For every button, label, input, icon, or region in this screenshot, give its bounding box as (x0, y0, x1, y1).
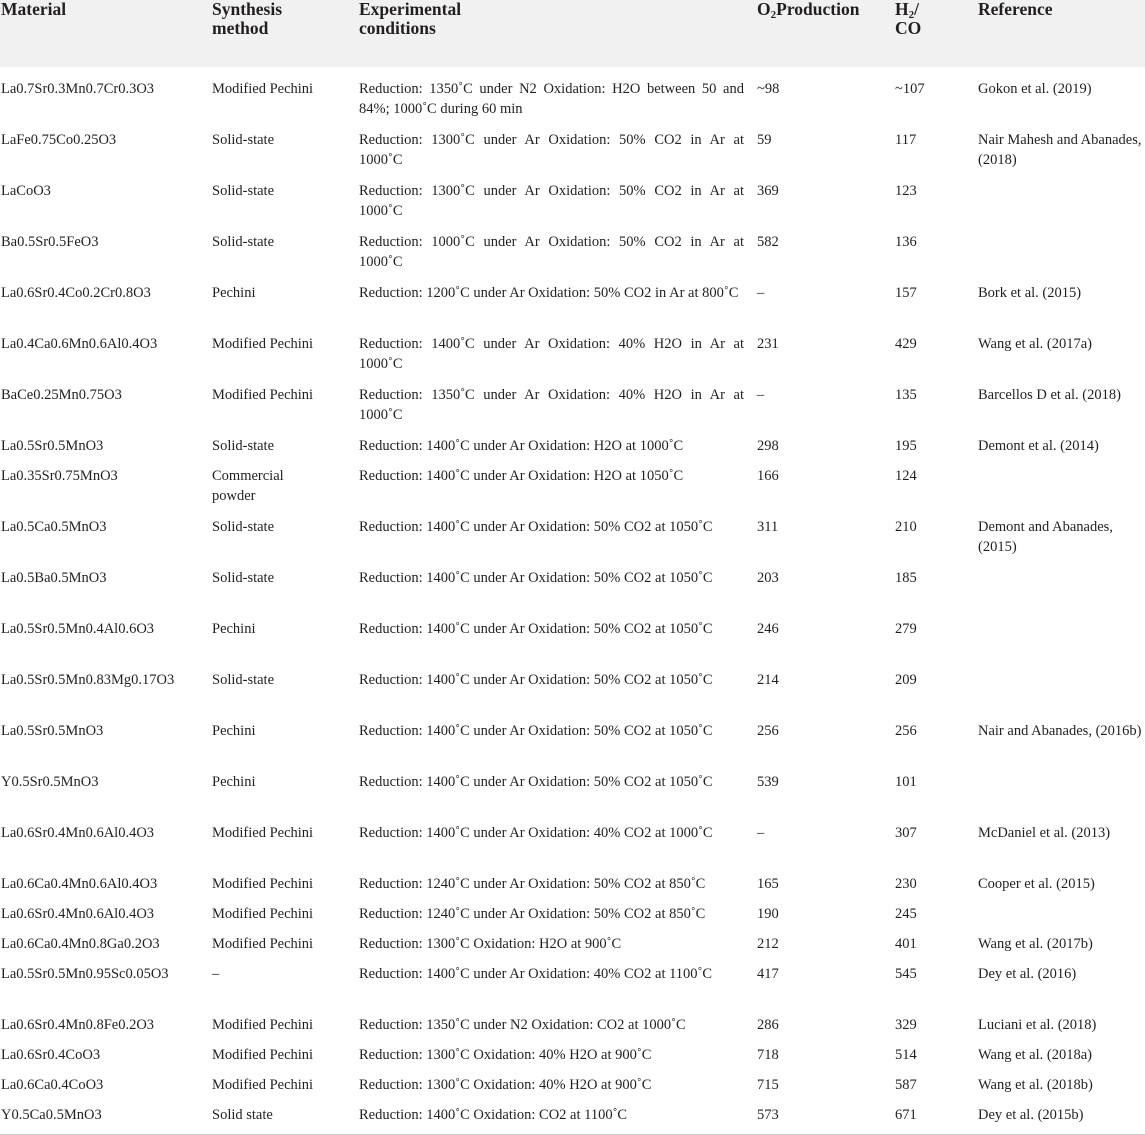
cell-material: La0.4Ca0.6Mn0.6Al0.4O3 (1, 336, 158, 352)
header-o2-production (756, 0, 894, 67)
cell-o2-production: 718 (757, 1047, 779, 1063)
cell-conditions: Reduction: 1300˚C Oxidation: 40% H2O at 900˚C (359, 1077, 652, 1093)
table-header (0, 0, 1145, 67)
cell-o2-production: 369 (757, 183, 779, 199)
cell-o2-production: – (757, 387, 765, 403)
cell-reference: Demont and Abanades, (2015) (978, 519, 1113, 555)
cell-material: La0.5Sr0.5Mn0.4Al0.6O3 (1, 621, 155, 637)
cell-o2-production: 298 (757, 438, 779, 454)
cell-conditions: Reduction: 1400˚C under Ar Oxidation: 50% CO2 at 1050˚C (359, 774, 713, 790)
cell-h2-co: 429 (895, 336, 917, 352)
cell-conditions: Reduction: 1400˚C Oxidation: CO2 at 1100˚C (359, 1107, 628, 1123)
cell-h2-co: 245 (895, 906, 917, 922)
cell-o2-production: 231 (757, 336, 779, 352)
table-row (0, 179, 1145, 230)
cell-o2-production: 311 (757, 519, 779, 535)
header-h2-suffix: / (914, 0, 919, 19)
cell-h2-co: 123 (895, 183, 917, 199)
table-row (0, 668, 1145, 719)
cell-synthesis: Modified Pechini (212, 825, 314, 841)
cell-o2-production: 203 (757, 570, 779, 586)
cell-o2-production: 59 (757, 132, 772, 148)
header-o2-prefix: O (757, 0, 771, 19)
table-row (0, 962, 1145, 1013)
cell-conditions: Reduction: 1350˚C under Ar Oxidation: 40% H2O in Ar at 1000˚C (359, 387, 744, 423)
table-body (0, 67, 1145, 1134)
cell-o2-production: 246 (757, 621, 779, 637)
cell-o2-production: – (757, 285, 765, 301)
table-row (0, 1013, 1145, 1043)
cell-synthesis: Solid-state (212, 234, 275, 250)
cell-h2-co: 135 (895, 387, 917, 403)
cell-material: La0.35Sr0.75MnO3 (1, 468, 118, 484)
cell-reference (977, 179, 1145, 230)
table-row (0, 770, 1145, 821)
cell-o2-production: 573 (757, 1107, 779, 1123)
cell-synthesis: Modified Pechini (212, 1077, 314, 1093)
cell-conditions: Reduction: 1400˚C under Ar Oxidation: 50% CO2 at 1050˚C (359, 570, 713, 586)
cell-h2-co: ~107 (895, 81, 925, 97)
cell-synthesis: Solid-state (212, 570, 275, 586)
cell-conditions: Reduction: 1200˚C under Ar Oxidation: 50% CO2 in Ar at 800˚C (359, 285, 739, 301)
cell-h2-co: 671 (895, 1107, 917, 1123)
cell-synthesis: Pechini (212, 285, 256, 301)
cell-material: La0.5Ba0.5MnO3 (1, 570, 107, 586)
cell-o2-production: 214 (757, 672, 779, 688)
cell-synthesis: Solid state (212, 1107, 273, 1123)
cell-h2-co: 124 (895, 468, 917, 484)
table-row (0, 932, 1145, 962)
cell-o2-production: 286 (757, 1017, 779, 1033)
cell-conditions: Reduction: 1350˚C under N2 Oxidation: H2O between 50 and 84%; 1000˚C during 60 min (359, 81, 744, 117)
header-reference: Reference (978, 0, 1053, 19)
cell-synthesis: Pechini (212, 774, 256, 790)
header-conditions-label: Experimental conditions (359, 0, 462, 38)
header-o2-suffix: Production (776, 0, 860, 19)
cell-synthesis: Solid-state (212, 672, 275, 688)
header-h2-co (894, 0, 977, 67)
cell-reference: Luciani et al. (2018) (978, 1017, 1097, 1033)
table-row (0, 281, 1145, 332)
cell-h2-co: 307 (895, 825, 917, 841)
table-row (0, 821, 1145, 872)
cell-material: La0.6Sr0.4Mn0.6Al0.4O3 (1, 825, 155, 841)
cell-material: La0.5Sr0.5MnO3 (1, 438, 104, 454)
cell-material: Y0.5Ca0.5MnO3 (1, 1107, 102, 1123)
cell-reference (977, 230, 1145, 281)
cell-h2-co: 514 (895, 1047, 917, 1063)
cell-h2-co: 195 (895, 438, 917, 454)
cell-h2-co: 401 (895, 936, 917, 952)
cell-synthesis: Commercial powder (212, 468, 284, 504)
table-row (0, 332, 1145, 383)
cell-material: Y0.5Sr0.5MnO3 (1, 774, 99, 790)
cell-h2-co: 136 (895, 234, 917, 250)
cell-material: La0.6Ca0.4Mn0.6Al0.4O3 (1, 876, 158, 892)
cell-material: La0.6Sr0.4CoO3 (1, 1047, 101, 1063)
cell-reference (977, 464, 1145, 515)
cell-synthesis: – (212, 966, 220, 982)
cell-material: La0.6Sr0.4Mn0.6Al0.4O3 (1, 906, 155, 922)
cell-synthesis: Solid-state (212, 519, 275, 535)
cell-synthesis: Solid-state (212, 183, 275, 199)
cell-material: LaCoO3 (1, 183, 51, 199)
cell-material: La0.6Ca0.4CoO3 (1, 1077, 104, 1093)
cell-h2-co: 256 (895, 723, 917, 739)
cell-reference: Wang et al. (2018b) (978, 1077, 1093, 1093)
cell-material: La0.5Ca0.5MnO3 (1, 519, 107, 535)
header-synthesis (211, 0, 358, 67)
cell-synthesis: Modified Pechini (212, 336, 314, 352)
cell-reference: Wang et al. (2017b) (978, 936, 1093, 952)
cell-conditions: Reduction: 1240˚C under Ar Oxidation: 50% CO2 at 850˚C (359, 906, 706, 922)
cell-o2-production: – (757, 825, 765, 841)
cell-reference: Cooper et al. (2015) (978, 876, 1095, 892)
cell-reference: Dey et al. (2015b) (978, 1107, 1084, 1123)
cell-h2-co: 329 (895, 1017, 917, 1033)
cell-h2-co: 157 (895, 285, 917, 301)
header-h2-line2: CO (895, 18, 922, 38)
table-row (0, 872, 1145, 902)
cell-synthesis: Modified Pechini (212, 876, 314, 892)
cell-h2-co: 545 (895, 966, 917, 982)
cell-o2-production: ~98 (757, 81, 780, 97)
cell-conditions: Reduction: 1400˚C under Ar Oxidation: 40% H2O in Ar at 1000˚C (359, 336, 744, 372)
table-row (0, 67, 1145, 128)
cell-conditions: Reduction: 1300˚C under Ar Oxidation: 50% CO2 in Ar at 1000˚C (359, 183, 744, 219)
cell-conditions: Reduction: 1300˚C under Ar Oxidation: 50% CO2 in Ar at 1000˚C (359, 132, 744, 168)
cell-reference: Demont et al. (2014) (978, 438, 1099, 454)
cell-h2-co: 279 (895, 621, 917, 637)
table-row (0, 464, 1145, 515)
cell-synthesis: Modified Pechini (212, 387, 314, 403)
cell-synthesis: Modified Pechini (212, 936, 314, 952)
cell-synthesis: Solid-state (212, 438, 275, 454)
header-row (0, 0, 1145, 67)
cell-conditions: Reduction: 1300˚C Oxidation: H2O at 900˚C (359, 936, 622, 952)
table-row (0, 128, 1145, 179)
cell-synthesis: Pechini (212, 621, 256, 637)
cell-reference: Gokon et al. (2019) (978, 81, 1092, 97)
cell-h2-co: 117 (895, 132, 917, 148)
cell-h2-co: 210 (895, 519, 917, 535)
cell-material: LaFe0.75Co0.25O3 (1, 132, 117, 148)
cell-synthesis: Modified Pechini (212, 906, 314, 922)
cell-synthesis: Solid-state (212, 132, 275, 148)
header-conditions (358, 0, 756, 67)
cell-conditions: Reduction: 1240˚C under Ar Oxidation: 50% CO2 at 850˚C (359, 876, 706, 892)
table-row (0, 719, 1145, 770)
cell-material: La0.5Sr0.5MnO3 (1, 723, 104, 739)
cell-material: La0.6Ca0.4Mn0.8Ga0.2O3 (1, 936, 160, 952)
cell-reference (977, 617, 1145, 668)
cell-h2-co: 101 (895, 774, 917, 790)
cell-reference: Wang et al. (2017a) (978, 336, 1092, 352)
cell-material: Ba0.5Sr0.5FeO3 (1, 234, 99, 250)
cell-reference (977, 566, 1145, 617)
header-h2-prefix: H (895, 0, 909, 19)
header-o2-sub: 2 (770, 9, 777, 21)
cell-conditions: Reduction: 1400˚C under Ar Oxidation: 50% CO2 at 1050˚C (359, 672, 713, 688)
cell-synthesis: Modified Pechini (212, 1047, 314, 1063)
cell-reference: Bork et al. (2015) (978, 285, 1082, 301)
cell-h2-co: 209 (895, 672, 917, 688)
cell-h2-co: 587 (895, 1077, 917, 1093)
cell-reference: Barcellos D et al. (2018) (978, 387, 1121, 403)
cell-o2-production: 190 (757, 906, 779, 922)
cell-o2-production: 715 (757, 1077, 779, 1093)
table-row (0, 383, 1145, 434)
cell-conditions: Reduction: 1400˚C under Ar Oxidation: 40% CO2 at 1000˚C (359, 825, 713, 841)
cell-reference: Wang et al. (2018a) (978, 1047, 1092, 1063)
cell-material: La0.5Sr0.5Mn0.95Sc0.05O3 (1, 966, 169, 982)
cell-h2-co: 230 (895, 876, 917, 892)
table-row (0, 566, 1145, 617)
cell-synthesis: Modified Pechini (212, 81, 314, 97)
cell-reference (977, 902, 1145, 932)
cell-material: La0.6Sr0.4Co0.2Cr0.8O3 (1, 285, 151, 301)
cell-conditions: Reduction: 1000˚C under Ar Oxidation: 50% CO2 in Ar at 1000˚C (359, 234, 744, 270)
cell-o2-production: 165 (757, 876, 779, 892)
cell-reference (977, 668, 1145, 719)
cell-reference: Nair Mahesh and Abanades, (2018) (978, 132, 1142, 168)
cell-o2-production: 256 (757, 723, 779, 739)
header-synthesis-label: Synthesis method (212, 0, 283, 38)
cell-reference (977, 770, 1145, 821)
cell-reference: McDaniel et al. (2013) (978, 825, 1111, 841)
table-row (0, 902, 1145, 932)
cell-material: BaCe0.25Mn0.75O3 (1, 387, 122, 403)
cell-conditions: Reduction: 1400˚C under Ar Oxidation: 50% CO2 at 1050˚C (359, 621, 713, 637)
table-row (0, 230, 1145, 281)
cell-conditions: Reduction: 1400˚C under Ar Oxidation: 50% CO2 at 1050˚C (359, 519, 713, 535)
cell-synthesis: Pechini (212, 723, 256, 739)
cell-synthesis: Modified Pechini (212, 1017, 314, 1033)
table-row (0, 617, 1145, 668)
header-h2-sub: 2 (908, 9, 915, 21)
cell-material: La0.7Sr0.3Mn0.7Cr0.3O3 (1, 81, 155, 97)
table-row (0, 1103, 1145, 1134)
table-row (0, 1073, 1145, 1103)
cell-conditions: Reduction: 1300˚C Oxidation: 40% H2O at 900˚C (359, 1047, 652, 1063)
cell-reference: Nair and Abanades, (2016b) (978, 723, 1142, 739)
cell-conditions: Reduction: 1350˚C under N2 Oxidation: CO2 at 1000˚C (359, 1017, 686, 1033)
cell-conditions: Reduction: 1400˚C under Ar Oxidation: H2O at 1050˚C (359, 468, 684, 484)
table-row (0, 515, 1145, 566)
cell-reference: Dey et al. (2016) (978, 966, 1077, 982)
cell-material: La0.5Sr0.5Mn0.83Mg0.17O3 (1, 672, 175, 688)
cell-conditions: Reduction: 1400˚C under Ar Oxidation: 50% CO2 at 1050˚C (359, 723, 713, 739)
table-row (0, 434, 1145, 464)
cell-conditions: Reduction: 1400˚C under Ar Oxidation: H2O at 1000˚C (359, 438, 684, 454)
cell-o2-production: 417 (757, 966, 779, 982)
cell-material: La0.6Sr0.4Mn0.8Fe0.2O3 (1, 1017, 155, 1033)
table-row (0, 1043, 1145, 1073)
cell-h2-co: 185 (895, 570, 917, 586)
header-material: Material (1, 0, 67, 19)
cell-o2-production: 539 (757, 774, 779, 790)
cell-o2-production: 212 (757, 936, 779, 952)
cell-o2-production: 166 (757, 468, 779, 484)
cell-conditions: Reduction: 1400˚C under Ar Oxidation: 40% CO2 at 1100˚C (359, 966, 713, 982)
cell-o2-production: 582 (757, 234, 779, 250)
